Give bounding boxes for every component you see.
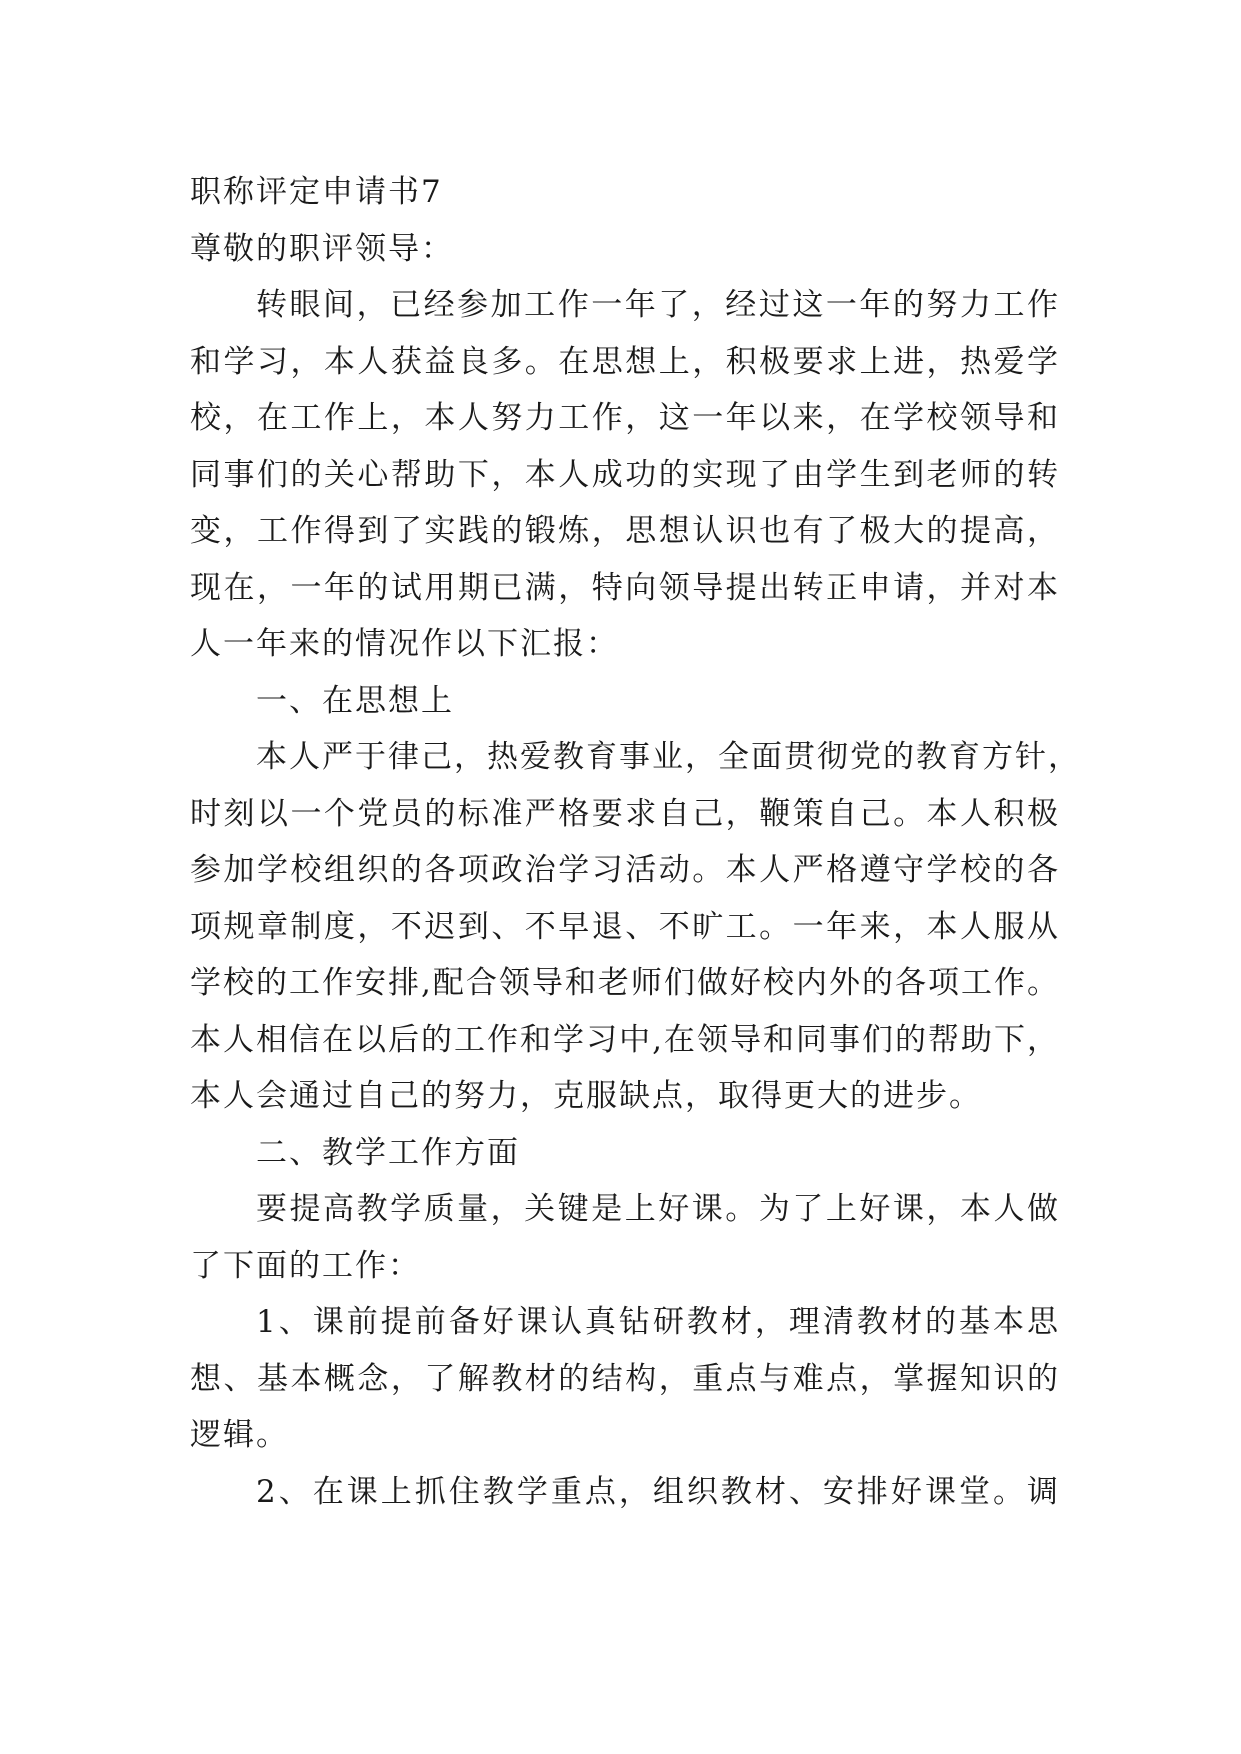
document-title: 职称评定申请书7: [190, 174, 443, 210]
text-line: 人一年来的情况作以下汇报：: [190, 626, 619, 662]
text-line: 参加学校组织的各项政治学习活动。本人严格遵守学校的各: [190, 852, 1060, 888]
document-text-lines: [190, 277, 1081, 1520]
text-line: 现在，一年的试用期已满，特向领导提出转正申请，并对本: [190, 569, 1060, 606]
text-line: 变，工作得到了实践的锻炼，思想认识也有了极大的提高，: [190, 513, 1060, 549]
text-line: 要提高教学质量，关键是上好课。为了上好课，本人做: [256, 1191, 1060, 1227]
document-body: [190, 164, 1081, 1520]
text-line: 2、在课上抓住教学重点，组织教材、安排好课堂。调: [256, 1473, 1060, 1510]
text-line: 学校的工作安排,配合领导和老师们做好校内外的各项工作。: [190, 965, 1060, 1001]
text-line: 了下面的工作：: [190, 1247, 421, 1284]
text-line: 本人严于律己，热爱教育事业，全面贯彻党的教育方针，: [256, 739, 1081, 775]
text-line: 逻辑。: [190, 1417, 289, 1453]
text-line: 想、基本概念，了解教材的结构，重点与难点，掌握知识的: [190, 1360, 1060, 1397]
text-line: 本人会通过自己的努力，克服缺点，取得更大的进步。: [190, 1078, 982, 1114]
text-line: 转眼间，已经参加工作一年了，经过这一年的努力工作: [256, 287, 1060, 323]
text-line: 校，在工作上，本人努力工作，这一年以来，在学校领导和: [190, 400, 1060, 436]
text-line: 一、在思想上: [256, 682, 454, 719]
document-greeting: 尊敬的职评领导：: [190, 230, 454, 267]
text-line: 项规章制度，不迟到、不早退、不旷工。一年来，本人服从: [190, 908, 1060, 945]
text-line: 二、教学工作方面: [256, 1134, 520, 1171]
text-line: 本人相信在以后的工作和学习中,在领导和同事们的帮助下，: [190, 1021, 1060, 1058]
text-line: 和学习，本人获益良多。在思想上，积极要求上进，热爱学: [190, 343, 1060, 380]
text-line: 1、课前提前备好课认真钻研教材，理清教材的基本思: [256, 1304, 1060, 1340]
text-line: 同事们的关心帮助下，本人成功的实现了由学生到老师的转: [190, 456, 1060, 493]
text-line: 时刻以一个党员的标准严格要求自己，鞭策自己。本人积极: [190, 795, 1060, 832]
